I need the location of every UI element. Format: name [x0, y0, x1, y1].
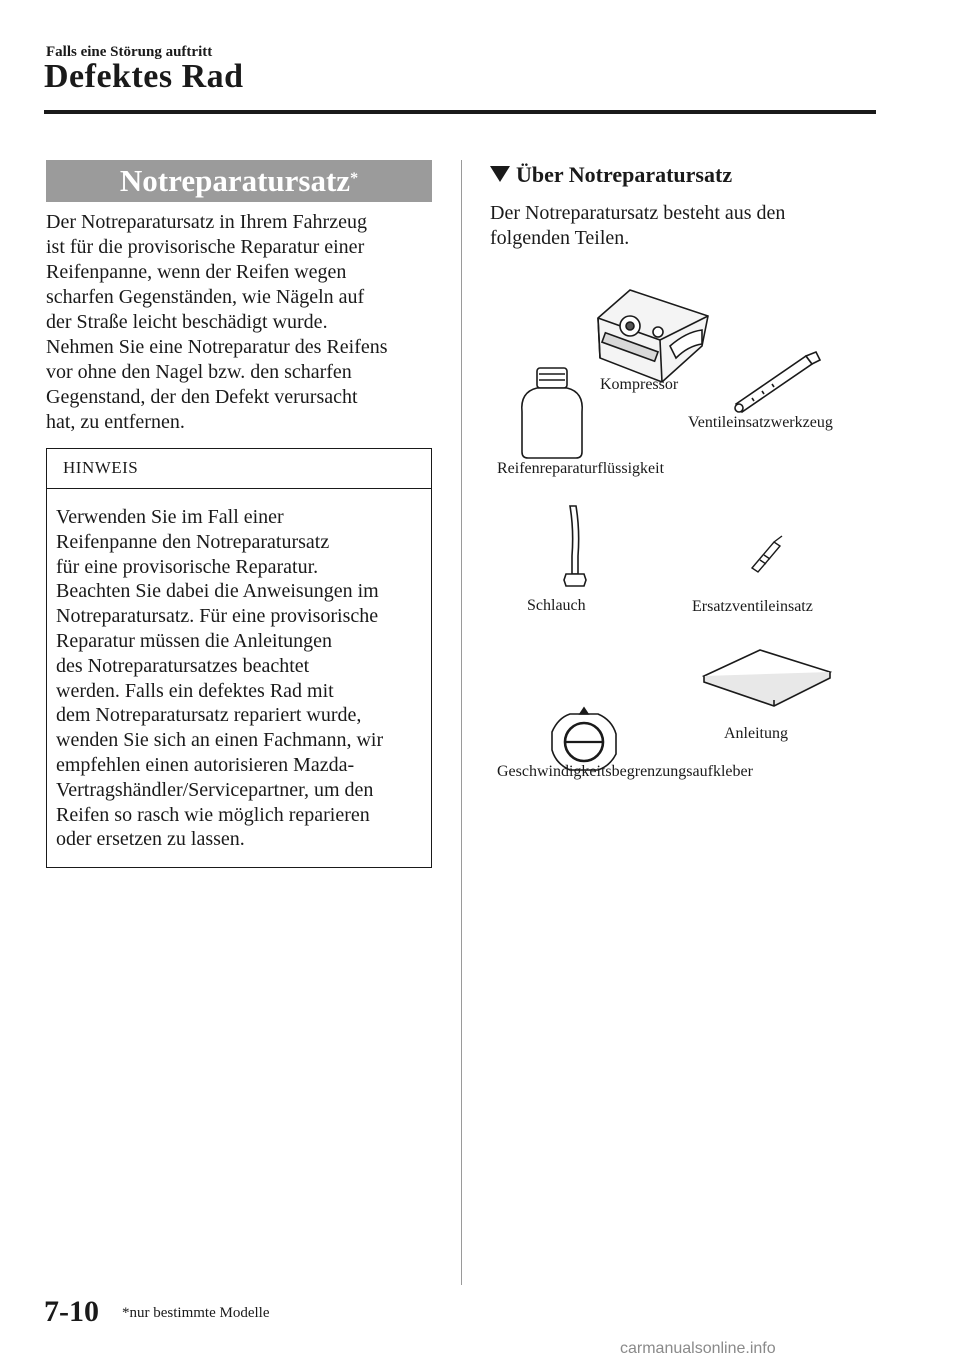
section-heading: [490, 162, 732, 188]
kit-illustration: [490, 280, 880, 800]
label-valve-tool: Ventileinsatzwerkzeug: [688, 414, 833, 431]
label-compressor: Kompressor: [600, 376, 679, 393]
label-speed-sticker: Geschwindigkeitsbegrenzungsaufkleber: [497, 763, 753, 780]
label-hose: Schlauch: [527, 597, 586, 614]
speed-sticker-icon: [552, 708, 616, 770]
valve-tool-icon: [735, 352, 820, 412]
watermark: carmanualsonline.info: [620, 1340, 776, 1357]
compressor-icon: [598, 290, 708, 382]
header-divider: [44, 110, 876, 114]
section-heading-text: Über Notreparatursatz: [516, 162, 733, 187]
banner-asterisk: *: [350, 170, 359, 187]
banner-title: Notreparatursatz: [119, 163, 351, 198]
label-spare-valve-core: Ersatzventileinsatz: [692, 598, 813, 615]
page-number: 7-10: [44, 1295, 99, 1328]
footnote: *nur bestimmte Modelle: [122, 1305, 270, 1321]
section-banner: [46, 160, 432, 202]
column-divider: [461, 160, 462, 1285]
intro-paragraph: Der Notreparatursatz in Ihrem Fahrzeug ist für die provisorische Reparatur einer Reifenpanne, wenn der Reifen wegen scharfen Gegenständen, wie Nägeln auf der Straße leicht beschädigt wurde. Nehmen Sie eine Notreparatur des Reifens vor ohne den Nagel bzw. den scharfen Gegenstand, der den Defekt verursacht hat, zu entfernen.: [46, 211, 388, 433]
chapter-label: Falls eine Störung auftritt: [46, 44, 213, 60]
page-title: Defektes Rad: [44, 58, 244, 95]
booklet-icon: [704, 650, 830, 706]
note-heading: HINWEIS: [63, 458, 139, 477]
triangle-bullet-icon: [490, 166, 510, 182]
label-fluid: Reifenreparaturflüssigkeit: [497, 460, 665, 477]
note-text: Verwenden Sie im Fall einer Reifenpanne den Notreparatursatz für eine provisorische Reparatur. Beachten Sie dabei die Anweisungen im Notreparatursatz. Für eine provisorische Reparatur müssen die Anleitungen des Notreparatursatzes beachtet werden. Falls ein defektes Rad mit dem Notreparatursatz repariert wurde, wenden Sie sich an einen Fachmann, wir empfehlen einen autorisieren Mazda- Vertragshändler/Servicepartner, um den Reifen so rasch wie möglich reparieren oder ersetzen zu lassen.: [56, 506, 384, 851]
hose-icon: [564, 506, 586, 586]
note-header: [47, 449, 431, 489]
label-instructions: Anleitung: [724, 725, 788, 742]
kit-intro-paragraph: Der Notreparatursatz besteht aus den folgenden Teilen.: [490, 202, 786, 249]
bottle-icon: [522, 368, 582, 458]
valve-core-icon: [752, 536, 782, 572]
